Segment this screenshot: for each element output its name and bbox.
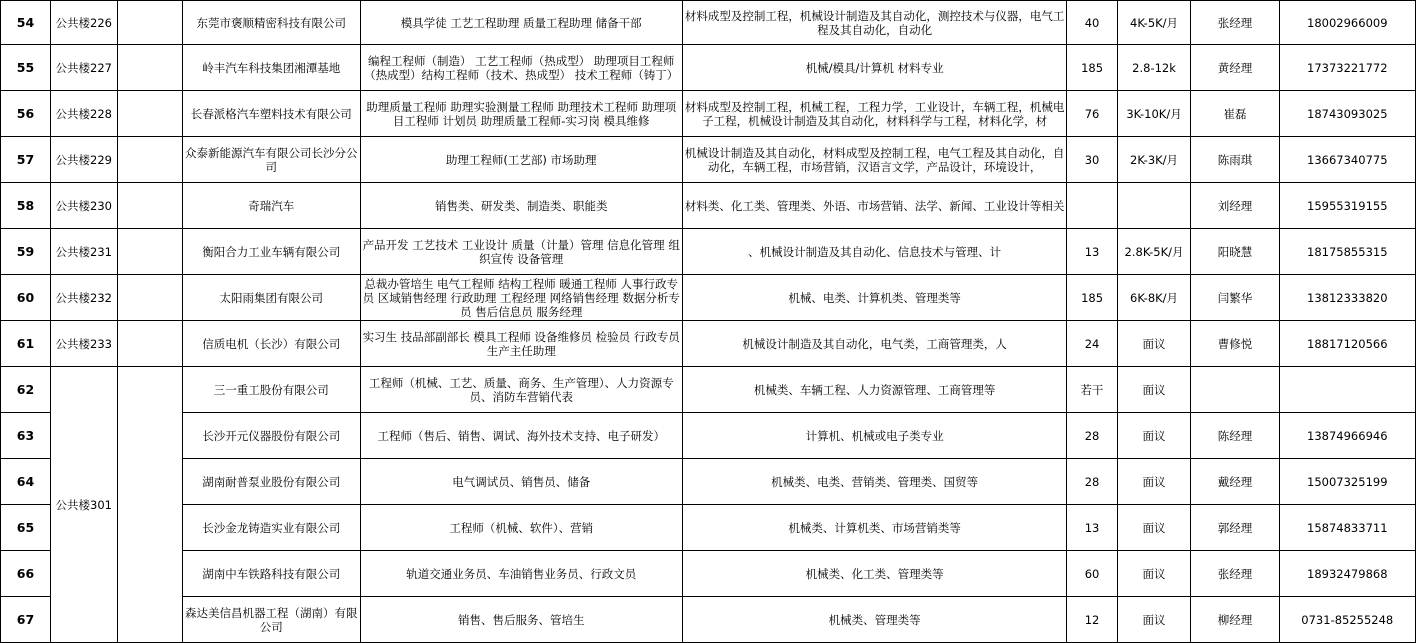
salary-cell: 3K-10K/月: [1117, 91, 1191, 137]
contact-cell: 刘经理: [1191, 183, 1279, 229]
phone-cell: 18817120566: [1279, 321, 1415, 367]
company-cell: 长沙开元仪器股份有限公司: [182, 413, 360, 459]
row-number: 62: [1, 367, 51, 413]
company-cell: 奇瑞汽车: [182, 183, 360, 229]
company-cell: 长春派格汽车塑料技术有限公司: [182, 91, 360, 137]
majors-text: 机械/模具/计算机 材料专业: [805, 60, 944, 75]
company-cell: 东莞市褒顺精密科技有限公司: [182, 1, 360, 45]
spacer-cell: [117, 229, 182, 275]
table-row: [1, 91, 1416, 137]
salary-cell: 面议: [1117, 321, 1191, 367]
row-number: 58: [1, 183, 51, 229]
company-cell: 森达美信昌机器工程（湖南）有限公司: [182, 597, 360, 643]
majors-cell: 机械类、管理类等: [682, 597, 1067, 643]
table-row: [1, 1, 1416, 45]
count-cell: 12: [1067, 597, 1117, 643]
positions-cell: [360, 367, 682, 413]
company-cell: 三一重工股份有限公司: [182, 367, 360, 413]
row-number: 59: [1, 229, 51, 275]
positions-text: 总裁办管培生 电气工程师 结构工程师 暖通工程师 人事行政专员 区域销售经理 行政助理 工程经理 网络销售经理 数据分析专员 售后信息员 服务经理: [362, 276, 680, 319]
count-cell: 76: [1067, 91, 1117, 137]
count-cell: 13: [1067, 505, 1117, 551]
phone-cell: 13874966946: [1279, 413, 1415, 459]
majors-cell: 、机械设计制造及其自动化、信息技术与管理、计: [682, 229, 1067, 275]
spacer-cell: [117, 91, 182, 137]
positions-cell: 工程师（机械、软件）、营销: [360, 505, 682, 551]
row-number: 63: [1, 413, 51, 459]
majors-cell: 机械类、化工类、管理类等: [682, 551, 1067, 597]
table-row: [1, 45, 1416, 91]
table-row: [1, 413, 1416, 459]
row-number: 54: [1, 1, 51, 45]
phone-cell: 13812333820: [1279, 275, 1415, 321]
positions-cell: 电气调试员、销售员、储备: [360, 459, 682, 505]
phone-cell: 13667340775: [1279, 137, 1415, 183]
contact-cell: [1191, 367, 1279, 413]
phone-cell: 15874833711: [1279, 505, 1415, 551]
table-row: [1, 367, 1416, 413]
majors-cell: 机械类、计算机类、市场营销类等: [682, 505, 1067, 551]
positions-text: 助理质量工程师 助理实验测量工程师 助理技术工程师 助理项目工程师 计划员 助理质量工程师-实习岗 模具维修: [366, 99, 677, 128]
majors-text: 机械、电类、计算机类、管理类等: [788, 290, 961, 305]
company-cell: 长沙金龙铸造实业有限公司: [182, 505, 360, 551]
table-row: [1, 505, 1416, 551]
phone-cell: 17373221772: [1279, 45, 1415, 91]
positions-cell: [360, 45, 682, 91]
positions-text: 销售类、研发类、制造类、职能类: [434, 198, 608, 213]
positions-cell: [360, 183, 682, 229]
positions-cell: [360, 91, 682, 137]
booth-cell: 公共楼228: [51, 91, 118, 137]
booth-cell: 公共楼226: [51, 1, 118, 45]
contact-cell: 陈雨琪: [1191, 137, 1279, 183]
positions-text: 工程师（机械、工艺、质量、商务、生产管理）、人力资源专员、消防车营销代表: [368, 375, 674, 404]
count-cell: 185: [1067, 275, 1117, 321]
table-row: [1, 551, 1416, 597]
row-number: 66: [1, 551, 51, 597]
majors-cell: [682, 1, 1067, 45]
salary-cell: 6K-8K/月: [1117, 275, 1191, 321]
count-cell: 60: [1067, 551, 1117, 597]
spacer-cell: [117, 321, 182, 367]
row-number: 64: [1, 459, 51, 505]
count-cell: 40: [1067, 1, 1117, 45]
majors-text: 机械设计制造及其自动化，材料成型及控制工程，电气工程及其自动化，自动化，车辆工程，市场营销，汉语言文学，产品设计，环境设计，: [684, 145, 1065, 174]
booth-cell: 公共楼230: [51, 183, 118, 229]
contact-cell: 张经理: [1191, 551, 1279, 597]
company-cell: 信质电机（长沙）有限公司: [182, 321, 360, 367]
salary-cell: 2K-3K/月: [1117, 137, 1191, 183]
table-row: [1, 137, 1416, 183]
booth-cell: 公共楼232: [51, 275, 118, 321]
contact-cell: 戴经理: [1191, 459, 1279, 505]
count-cell: 185: [1067, 45, 1117, 91]
majors-cell: [682, 137, 1067, 183]
positions-text: 产品开发 工艺技术 工业设计 质量（计量）管理 信息化管理 组织宣传 设备管理: [362, 237, 680, 266]
table-row: [1, 459, 1416, 505]
row-number: 61: [1, 321, 51, 367]
table-row: [1, 275, 1416, 321]
company-cell: 太阳雨集团有限公司: [182, 275, 360, 321]
contact-cell: 黄经理: [1191, 45, 1279, 91]
contact-cell: 柳经理: [1191, 597, 1279, 643]
count-cell: 28: [1067, 413, 1117, 459]
table-row: [1, 183, 1416, 229]
spacer-cell: [117, 137, 182, 183]
table-row: [1, 597, 1416, 643]
salary-cell: 面议: [1117, 597, 1191, 643]
majors-cell: 机械类、电类、营销类、管理类、国贸等: [682, 459, 1067, 505]
phone-cell: 0731-85255248: [1279, 597, 1415, 643]
count-cell: 30: [1067, 137, 1117, 183]
spacer-cell: [117, 275, 182, 321]
salary-cell: [1117, 183, 1191, 229]
company-cell: 岭丰汽车科技集团湘潭基地: [182, 45, 360, 91]
table-row: [1, 321, 1416, 367]
majors-text: 材料成型及控制工程，机械工程，工程力学，工业设计，车辆工程，机械电子工程，机械设计制造及其自动化，材料科学与工程，材料化学，材: [684, 99, 1065, 128]
majors-cell: 计算机、机械或电子类专业: [682, 413, 1067, 459]
count-cell: 13: [1067, 229, 1117, 275]
spacer-cell: [117, 183, 182, 229]
majors-cell: 机械类、车辆工程、人力资源管理、工商管理等: [682, 367, 1067, 413]
salary-cell: 面议: [1117, 413, 1191, 459]
company-cell: 湖南中车铁路科技有限公司: [182, 551, 360, 597]
contact-cell: 阳晓慧: [1191, 229, 1279, 275]
salary-cell: 2.8K-5K/月: [1117, 229, 1191, 275]
positions-text: 模具学徒 工艺工程助理 质量工程助理 储备干部: [400, 15, 642, 30]
positions-cell: 工程师（售后、销售、调试、海外技术支持、电子研发）: [360, 413, 682, 459]
row-number: 65: [1, 505, 51, 551]
row-number: 57: [1, 137, 51, 183]
booth-cell-merged: 公共楼301: [51, 367, 118, 643]
count-cell: 若干: [1067, 367, 1117, 413]
count-cell: 28: [1067, 459, 1117, 505]
row-number: 67: [1, 597, 51, 643]
positions-text: 助理工程师(工艺部) 市场助理: [445, 152, 597, 167]
positions-cell: 轨道交通业务员、车油销售业务员、行政文员: [360, 551, 682, 597]
table-row: [1, 229, 1416, 275]
salary-cell: 2.8-12k: [1117, 45, 1191, 91]
phone-cell: 18002966009: [1279, 1, 1415, 45]
positions-cell: [360, 321, 682, 367]
spacer-cell: [117, 45, 182, 91]
booth-cell: 公共楼233: [51, 321, 118, 367]
row-number: 60: [1, 275, 51, 321]
positions-cell: [360, 1, 682, 45]
spacer-cell: [117, 1, 182, 45]
company-cell: 衡阳合力工业车辆有限公司: [182, 229, 360, 275]
contact-cell: 陈经理: [1191, 413, 1279, 459]
salary-cell: 面议: [1117, 551, 1191, 597]
contact-cell: 郭经理: [1191, 505, 1279, 551]
salary-cell: 面议: [1117, 505, 1191, 551]
booth-cell: 公共楼229: [51, 137, 118, 183]
row-number: 56: [1, 91, 51, 137]
phone-cell: 18175855315: [1279, 229, 1415, 275]
row-number: 55: [1, 45, 51, 91]
salary-cell: 面议: [1117, 459, 1191, 505]
phone-cell: 15955319155: [1279, 183, 1415, 229]
majors-text: 材料成型及控制工程，机械设计制造及其自动化，测控技术与仪器，电气工程及其自动化，自动化: [684, 8, 1065, 37]
booth-cell: 公共楼231: [51, 229, 118, 275]
positions-cell: [360, 229, 682, 275]
contact-cell: 崔磊: [1191, 91, 1279, 137]
booth-cell: 公共楼227: [51, 45, 118, 91]
positions-text: 实习生 技品部副部长 模具工程师 设备维修员 检验员 行政专员 生产主任助理: [362, 329, 680, 358]
salary-cell: 4K-5K/月: [1117, 1, 1191, 45]
contact-cell: 张经理: [1191, 1, 1279, 45]
salary-cell: 面议: [1117, 367, 1191, 413]
phone-cell: 18932479868: [1279, 551, 1415, 597]
majors-cell: [682, 275, 1067, 321]
count-cell: 24: [1067, 321, 1117, 367]
positions-cell: [360, 275, 682, 321]
phone-cell: 18743093025: [1279, 91, 1415, 137]
positions-cell: 销售、售后服务、管培生: [360, 597, 682, 643]
majors-cell: [682, 91, 1067, 137]
company-cell: 湖南耐普泵业股份有限公司: [182, 459, 360, 505]
majors-cell: [682, 45, 1067, 91]
majors-cell: 机械设计制造及其自动化，电气类，工商管理类，人: [682, 321, 1067, 367]
positions-cell: [360, 137, 682, 183]
majors-cell: 材料类、化工类、管理类、外语、市场营销、法学、新闻、工业设计等相关: [682, 183, 1067, 229]
spacer-cell-merged: [117, 367, 182, 643]
phone-cell: 15007325199: [1279, 459, 1415, 505]
positions-text: 编程工程师（制造） 工艺工程师（热成型） 助理项目工程师 （热成型）结构工程师（技术、热成型） 技术工程师（铸丁）: [364, 53, 679, 82]
contact-cell: 曹修悦: [1191, 321, 1279, 367]
company-cell: 众泰新能源汽车有限公司长沙分公司: [182, 137, 360, 183]
phone-cell: [1279, 367, 1415, 413]
count-cell: [1067, 183, 1117, 229]
contact-cell: 闫繁华: [1191, 275, 1279, 321]
